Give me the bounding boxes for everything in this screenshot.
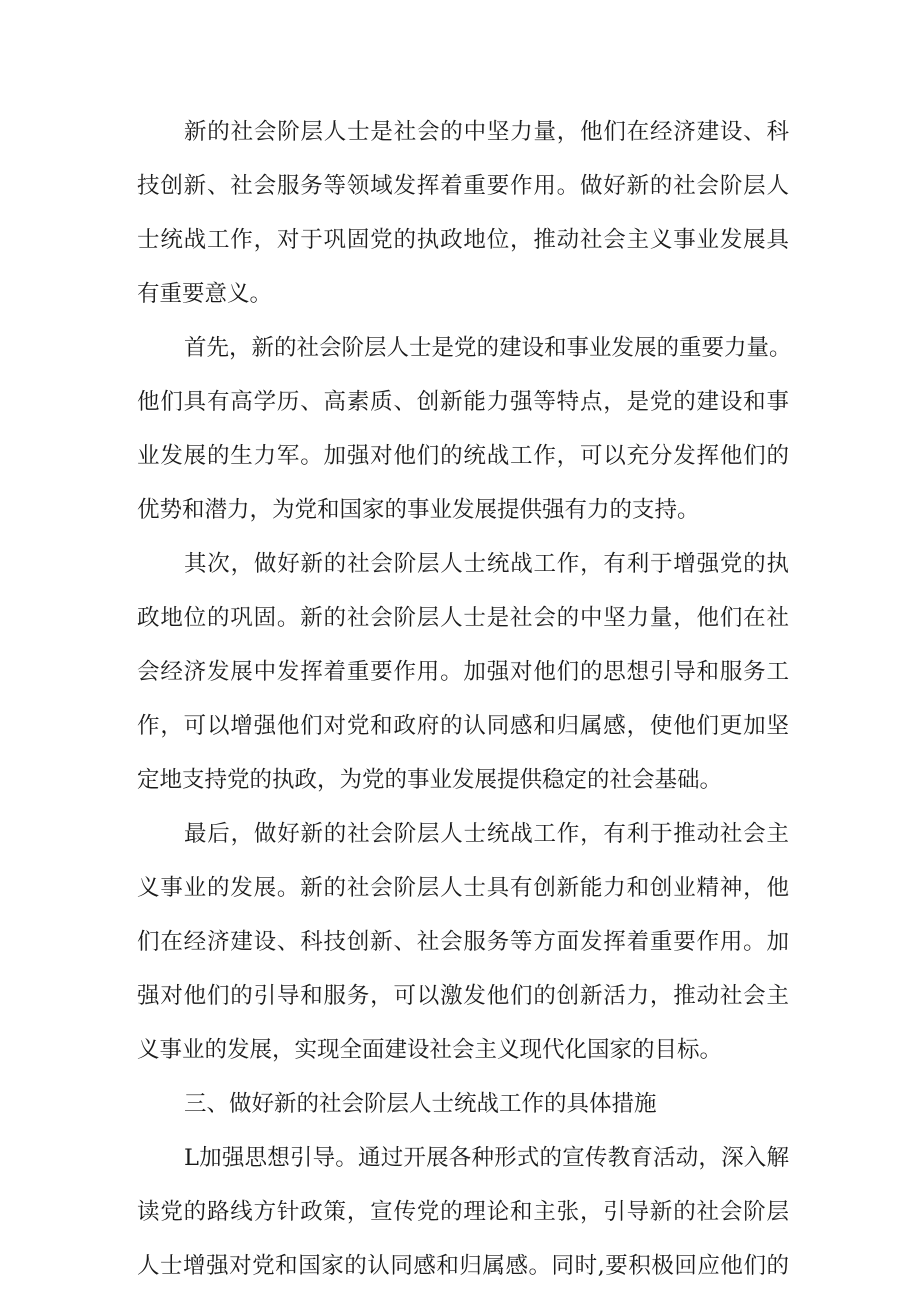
- paragraph-3-line-4: 作，可以增强他们对党和政府的认同感和归属感，使他们更加坚: [137, 713, 789, 739]
- paragraph-2-line-2: 他们具有高学历、高素质、创新能力强等特点，是党的建设和事: [137, 389, 789, 415]
- paragraph-3-line-3: 会经济发展中发挥着重要作用。加强对他们的思想引导和服务工: [137, 659, 789, 685]
- section-heading: 三、做好新的社会阶层人士统战工作的具体措施: [184, 1091, 657, 1117]
- paragraph-4-line-3: 们在经济建设、科技创新、社会服务等方面发挥着重要作用。加: [137, 929, 789, 955]
- paragraph-4-line-5: 义事业的发展，实现全面建设社会主义现代化国家的目标。: [137, 1037, 723, 1063]
- paragraph-1-line-2: 技创新、社会服务等领域发挥着重要作用。做好新的社会阶层人: [137, 173, 789, 199]
- paragraph-3-line-2: 政地位的巩固。新的社会阶层人士是社会的中坚力量，他们在社: [137, 605, 789, 631]
- paragraph-4-line-4: 强对他们的引导和服务，可以激发他们的创新活力，推动社会主: [137, 983, 789, 1009]
- paragraph-2-line-1: 首先，新的社会阶层人士是党的建设和事业发展的重要力量。: [184, 335, 792, 361]
- paragraph-5-line-3: 人士增强对党和国家的认同感和归属感。同时,要积极回应他们的: [137, 1253, 789, 1279]
- paragraph-3-line-5: 定地支持党的执政，为党的事业发展提供稳定的社会基础。: [137, 767, 723, 793]
- paragraph-4-line-1: 最后，做好新的社会阶层人士统战工作，有利于推动社会主: [184, 821, 789, 847]
- paragraph-4-line-2: 义事业的发展。新的社会阶层人士具有创新能力和创业精神，他: [137, 875, 789, 901]
- paragraph-2-line-4: 优势和潜力，为党和国家的事业发展提供强有力的支持。: [137, 497, 700, 523]
- paragraph-1-line-3: 士统战工作，对于巩固党的执政地位，推动社会主义事业发展具: [137, 227, 789, 253]
- paragraph-5-line-1: L加强思想引导。通过开展各种形式的宣传教育活动，深入解: [184, 1145, 789, 1171]
- paragraph-1-line-1: 新的社会阶层人士是社会的中坚力量，他们在经济建设、科: [184, 119, 789, 145]
- paragraph-1-line-4: 有重要意义。: [137, 281, 273, 307]
- paragraph-5-line-2: 读党的路线方针政策，宣传党的理论和主张，引导新的社会阶层: [137, 1199, 789, 1225]
- paragraph-3-line-1: 其次，做好新的社会阶层人士统战工作，有利于增强党的执: [184, 551, 789, 577]
- paragraph-2-line-3: 业发展的生力军。加强对他们的统战工作，可以充分发挥他们的: [137, 443, 789, 469]
